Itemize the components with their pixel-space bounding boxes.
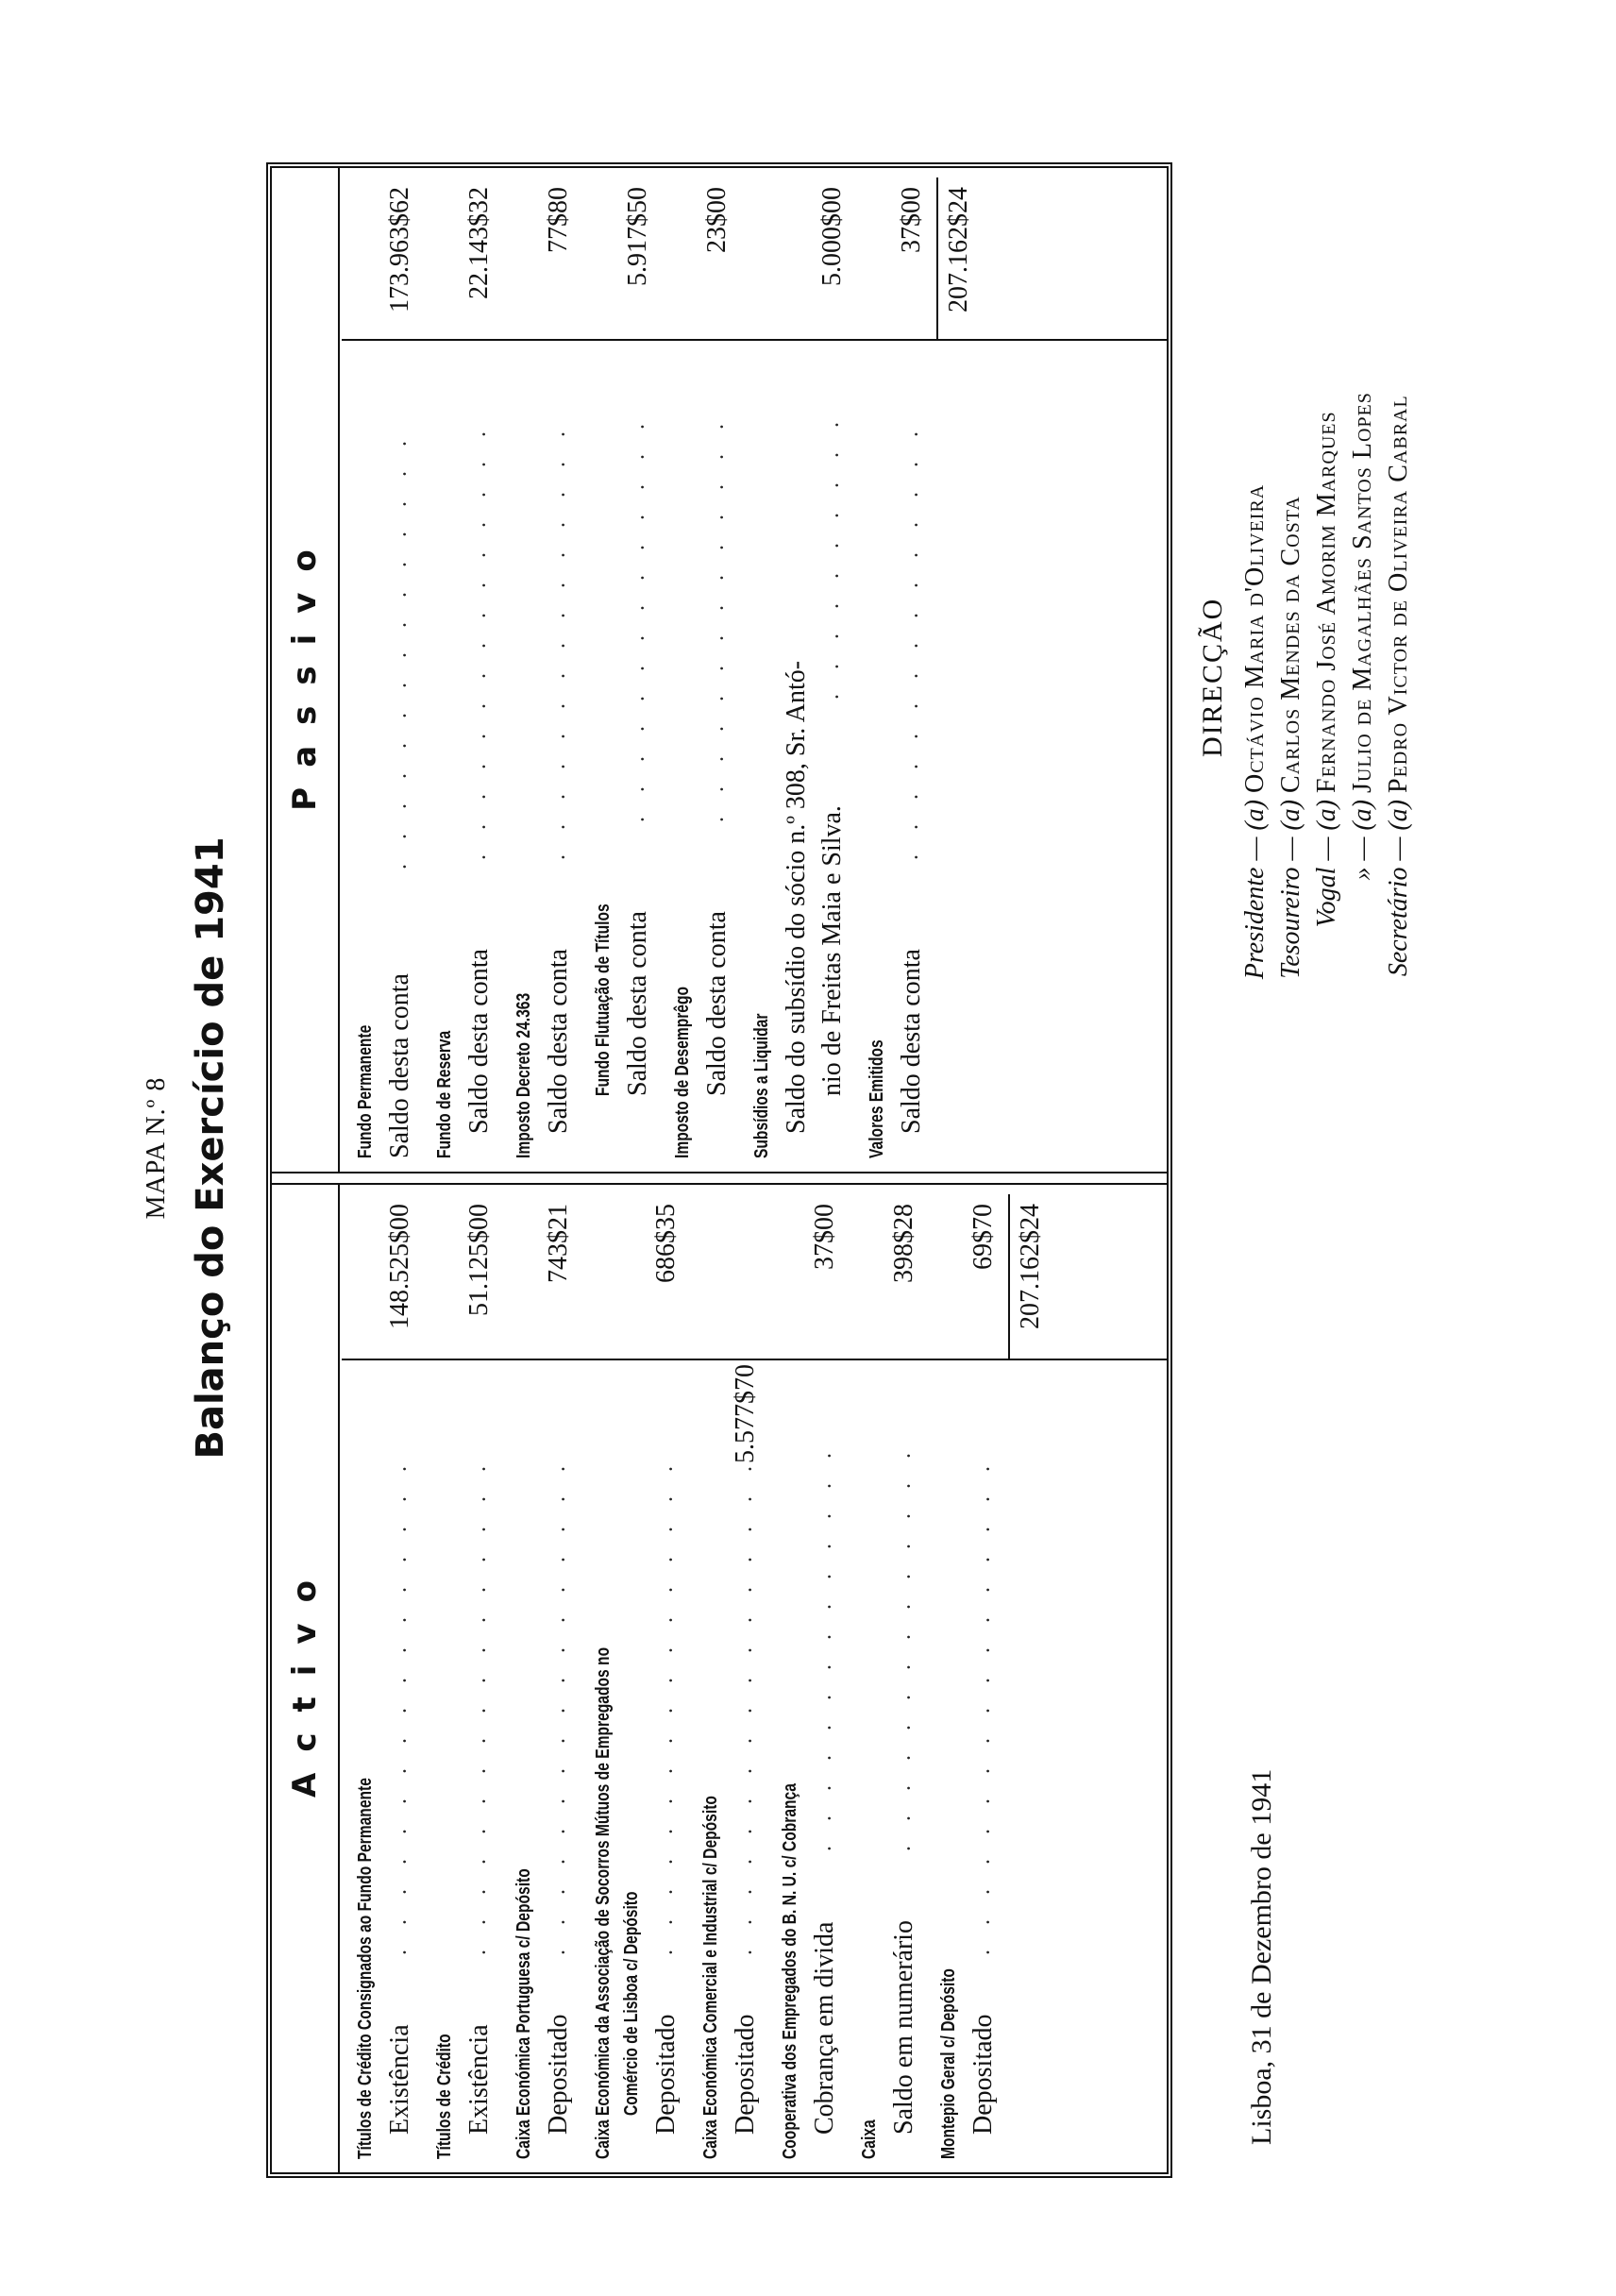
passivo-item-amount: 37$00 bbox=[897, 187, 926, 253]
board-name: Julio de Magalhães Santos Lopes bbox=[1348, 392, 1377, 793]
activo-item-amount: 743$21 bbox=[544, 1204, 573, 1283]
activo-item-head-continued: Comércio de Lisboa c/ Depósito bbox=[621, 1891, 642, 2116]
passivo-total: 207.162$24 bbox=[944, 187, 973, 312]
passivo-item-head: Imposto Decreto 24.363 bbox=[513, 992, 534, 1158]
activo-item-amount: 686$35 bbox=[651, 1204, 681, 1283]
activo-item-label: Depositado bbox=[651, 2014, 681, 2135]
board-name: Carlos Mendes da Costa bbox=[1276, 496, 1305, 793]
passivo-heading: Passivo bbox=[272, 168, 340, 1172]
passivo-item-amount: 77$80 bbox=[544, 187, 573, 253]
passivo-item-head: Imposto de Desemprêgo bbox=[672, 986, 693, 1158]
activo-item-head: Montepio Geral c/ Depósito bbox=[938, 1968, 959, 2159]
activo-item-label: Existência bbox=[385, 2024, 414, 2135]
activo-item-label: Depositado bbox=[731, 2014, 760, 2135]
activo-item-amount: 398$28 bbox=[889, 1204, 918, 1283]
board-title: DIRECÇÃO bbox=[1197, 597, 1228, 757]
activo-item-amount: 69$70 bbox=[968, 1204, 998, 1270]
board-role: Vogal — (a) bbox=[1312, 800, 1341, 928]
activo-item-head: Caixa Económica Comercial e Industrial c/ Depósito bbox=[700, 1796, 721, 2159]
board-name: Fernando José Amorim Marques bbox=[1312, 411, 1341, 793]
passivo-item-label: Saldo desta conta bbox=[702, 911, 732, 1096]
board-name: Pedro Victor de Oliveira Cabral bbox=[1384, 395, 1413, 793]
passivo-item-head: Fundo Flutuação de Títulos bbox=[593, 903, 614, 1096]
board-member bbox=[1240, 484, 1271, 1012]
activo-item-head: Caixa Económica da Associação de Socorros Mútuos de Empregados no bbox=[593, 1646, 614, 2159]
passivo-item-amount: 5.000$00 bbox=[817, 187, 847, 286]
passivo-item-label-continued: nio de Freitas Maia e Silva. bbox=[817, 805, 847, 1096]
passivo-item-amount: 22.143$32 bbox=[464, 187, 494, 299]
activo-item-head: Cooperativa dos Empregados do B. N. U. c/ Cobrança bbox=[780, 1783, 800, 2159]
map-label: MAPA N.º 8 bbox=[142, 1076, 171, 1220]
activo-item-amount: 51.125$00 bbox=[464, 1204, 494, 1316]
activo-section: Activo Títulos de Crédito Consignados ao Fundo Permanente Existência ................. 148.525$00 Títulos de Crédito Existência ................. 51.125$00 Caixa Económica Portuguesa c/ Depósito Depositado ................. 743$21 Caixa Económica da Associação de Socorros Mútuos de Empregados no Comércio de Lisboa c/ Depósito Depositado ................. 686$35 Caixa Económica Comercial e Industrial c/ Depósito Depositado ................. 5.577$70 Cooperativa dos Empregados do B. N. U. c/ Cobrança Cobrança em divida .............. 37$00 Caixa Saldo em numerário .............. 398$28 Montepio Geral c/ Depósito Depositado ................. 69$70 207.162$24 bbox=[272, 1185, 1167, 2172]
activo-total-rule bbox=[1008, 1194, 1010, 1360]
board-member bbox=[1348, 392, 1378, 1012]
passivo-item-label: Saldo desta conta bbox=[385, 973, 414, 1158]
passivo-item-label: Saldo desta conta bbox=[623, 911, 652, 1096]
balance-table bbox=[266, 162, 1172, 2178]
passivo-item-amount: 5.917$50 bbox=[623, 187, 652, 286]
board-member bbox=[1276, 496, 1306, 1012]
passivo-section: Passivo Fundo Permanente Saldo desta conta ............... 173.963$62 Fundo de Reserva Saldo desta conta ............... 22.143$32 Imposto Decreto 24.363 Saldo desta conta ............... 77$80 Fundo Flutuação de Títulos Saldo desta conta .............. 5.917$50 Imposto de Desemprêgo Saldo desta conta .............. 23$00 Subsídios a Liquidar Saldo do subsídio do sócio n.º 308, Sr. Antó- nio de Freitas Maia e Silva. .......... 5.000$00 Valores Emitidos Saldo desta conta ............... 37$00 207.162$24 bbox=[272, 168, 1167, 1172]
activo-item-amount: 148.525$00 bbox=[385, 1204, 414, 1329]
column-divider bbox=[272, 1172, 1167, 1185]
activo-item-head: Caixa Económica Portuguesa c/ Depósito bbox=[513, 1868, 534, 2159]
activo-item-head: Títulos de Crédito Consignados ao Fundo Permanente bbox=[355, 1778, 376, 2159]
board-role: » — (a) bbox=[1348, 800, 1377, 881]
passivo-item-head: Valores Emitidos bbox=[867, 1039, 887, 1158]
board-role: Presidente — (a) bbox=[1240, 800, 1270, 980]
passivo-item-label: Saldo desta conta bbox=[464, 949, 494, 1134]
activo-item-label: Cobrança em divida bbox=[810, 1921, 839, 2135]
activo-heading: Activo bbox=[272, 1185, 340, 2172]
activo-total: 207.162$24 bbox=[1016, 1204, 1045, 1329]
passivo-item-head: Fundo Permanente bbox=[355, 1024, 376, 1158]
passivo-item-label: Saldo do subsídio do sócio n.º 308, Sr. Antó- bbox=[782, 660, 811, 1134]
activo-item-label: Existência bbox=[464, 2024, 494, 2135]
board-member bbox=[1384, 395, 1414, 1012]
page-title: Balanço do Exercício de 1941 bbox=[189, 836, 232, 1460]
board-name: Octávio Maria d'Oliveira bbox=[1240, 483, 1270, 793]
board-member bbox=[1312, 411, 1342, 1012]
passivo-item-label: Saldo desta conta bbox=[897, 949, 926, 1134]
activo-item-label: Depositado bbox=[544, 2014, 573, 2135]
activo-item-label: Saldo em numerário bbox=[889, 1919, 918, 2135]
activo-item-amount: 5.577$70 bbox=[731, 1364, 760, 1463]
activo-item-head: Caixa bbox=[859, 2119, 880, 2159]
place-and-date: Lisboa, 31 de Dezembro de 1941 bbox=[1246, 1768, 1277, 2145]
board-role: Tesoureiro — (a) bbox=[1276, 800, 1305, 979]
activo-item-head: Títulos de Crédito bbox=[434, 2034, 455, 2159]
activo-item-amount: 37$00 bbox=[810, 1204, 839, 1270]
passivo-item-head: Subsídios a Liquidar bbox=[751, 1013, 772, 1158]
passivo-item-head: Fundo de Reserva bbox=[434, 1030, 455, 1158]
passivo-total-rule bbox=[936, 177, 938, 341]
passivo-item-label: Saldo desta conta bbox=[544, 949, 573, 1134]
activo-item-label: Depositado bbox=[968, 2014, 998, 2135]
passivo-item-amount: 23$00 bbox=[702, 187, 732, 253]
passivo-item-amount: 173.963$62 bbox=[385, 187, 414, 312]
board-role: Secretário — (a) bbox=[1384, 800, 1413, 977]
